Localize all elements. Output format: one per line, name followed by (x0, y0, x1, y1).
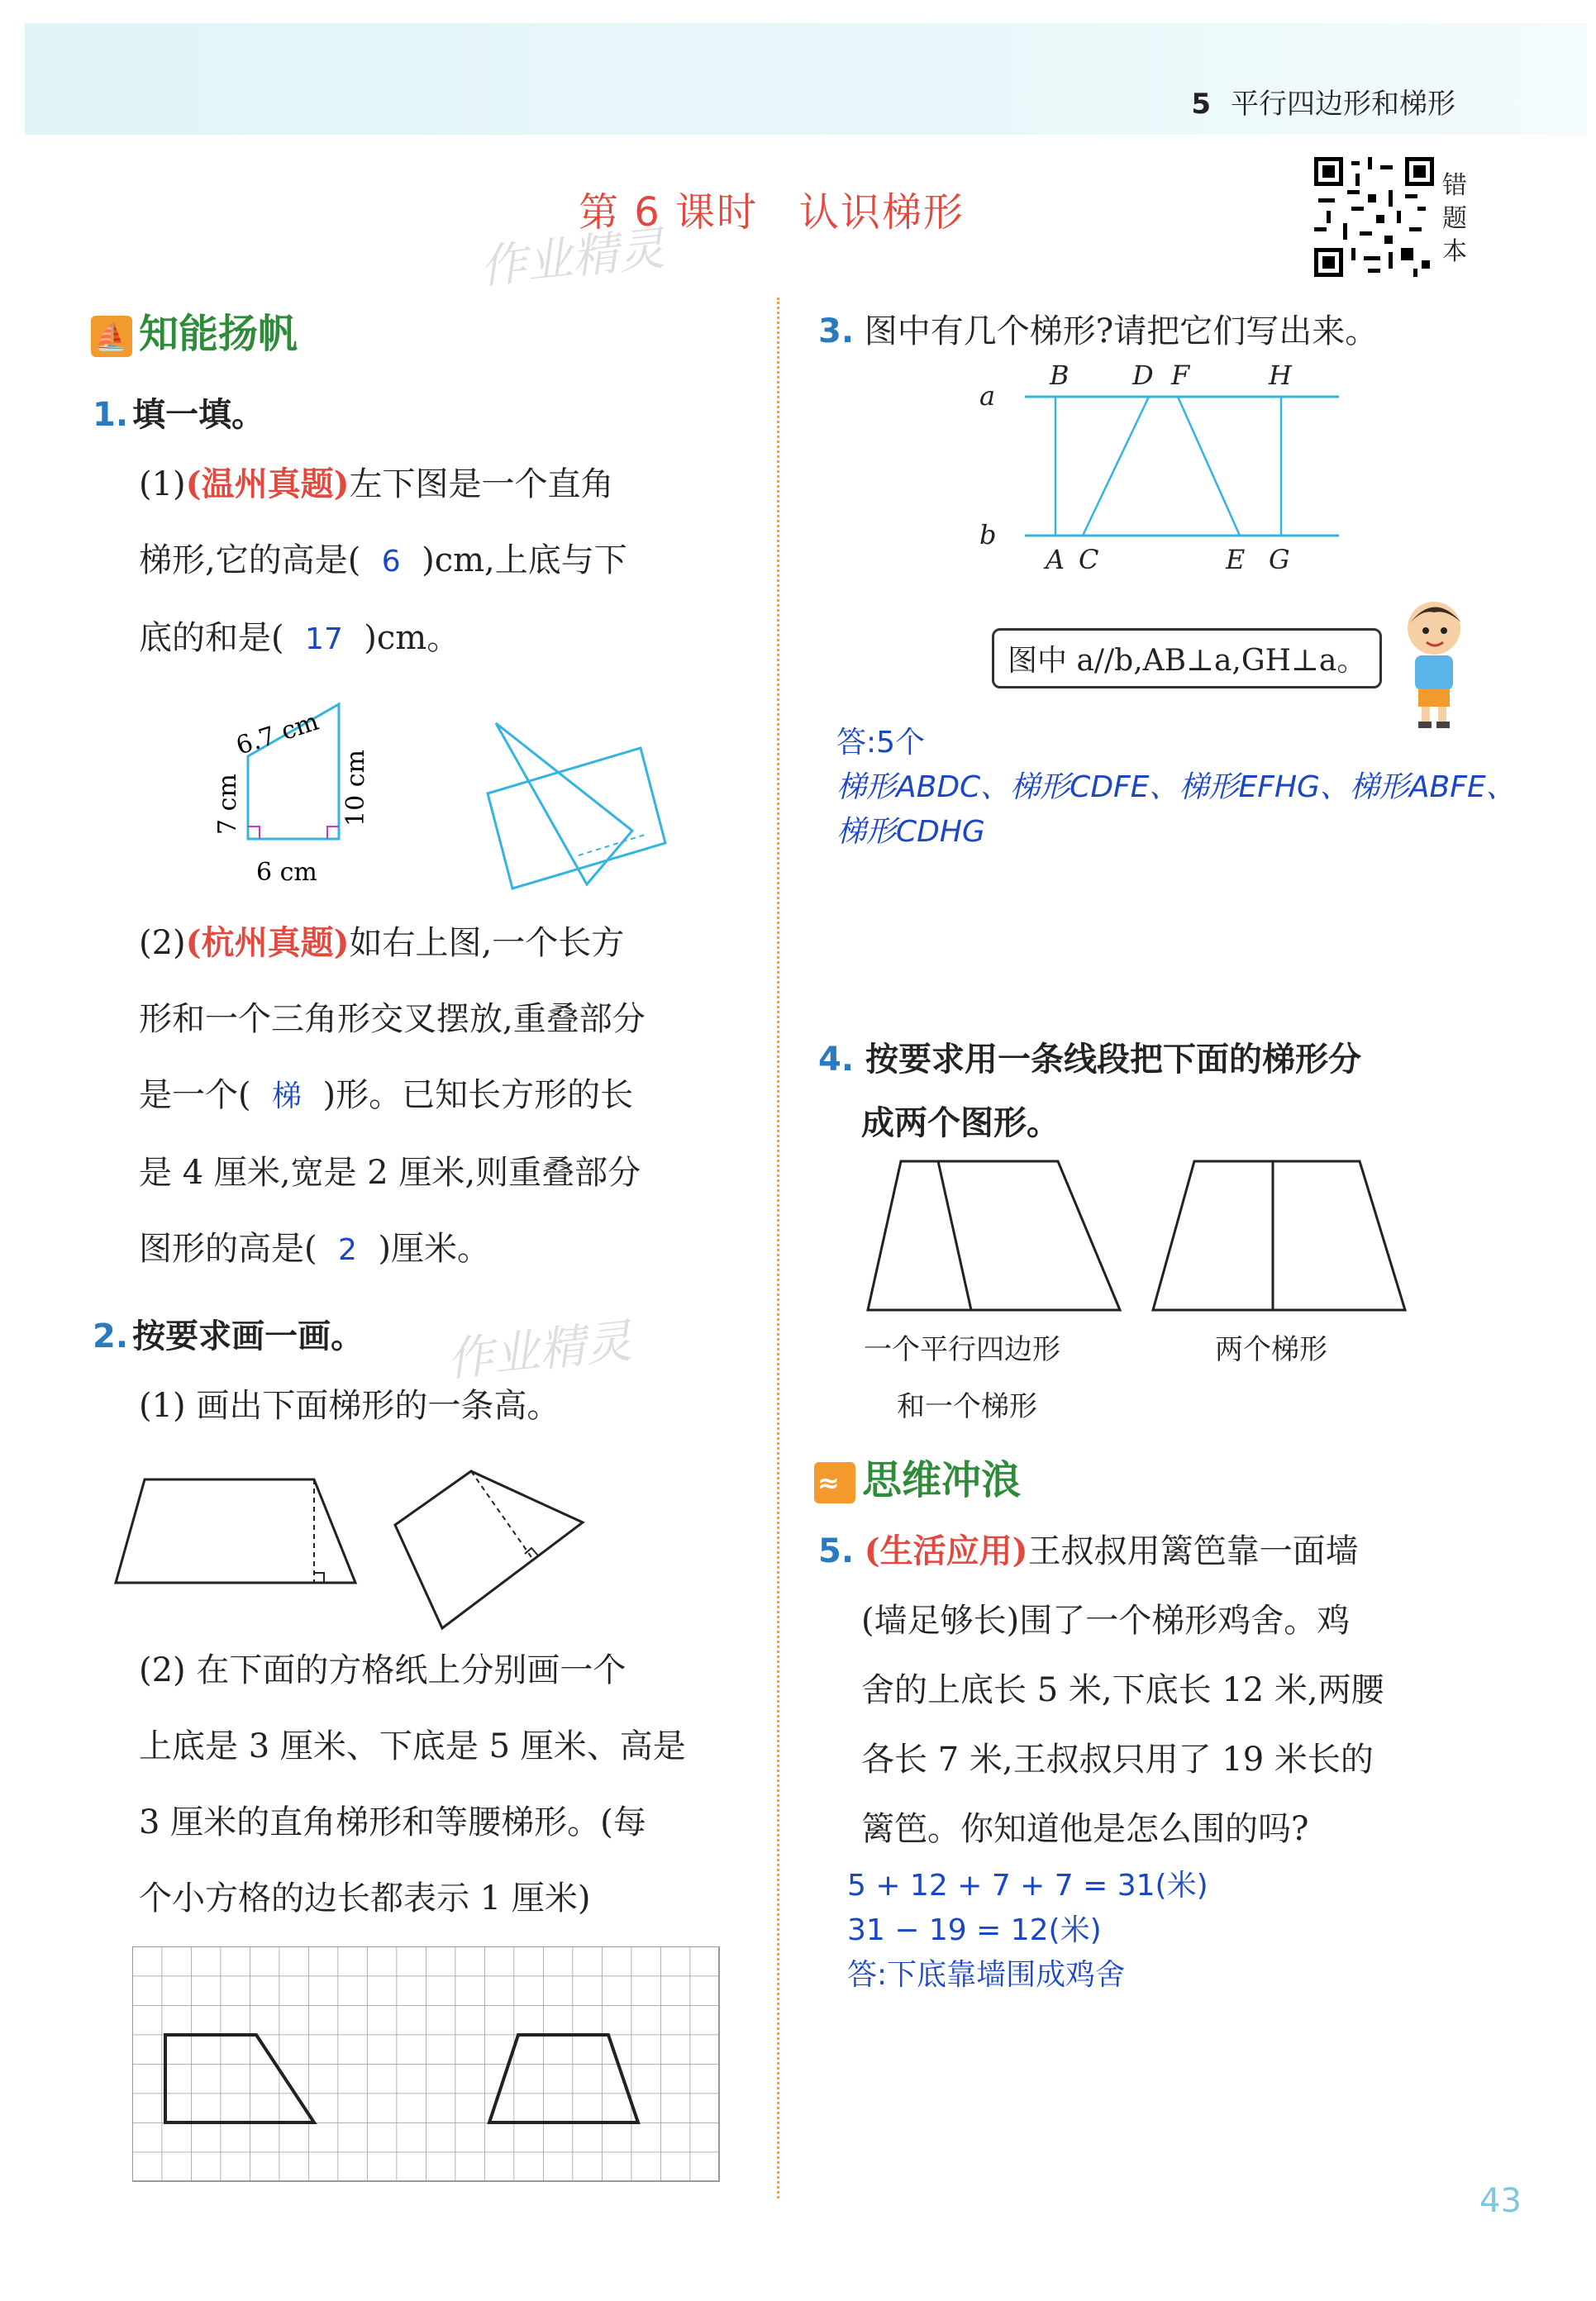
q2-trapezoid-1 (107, 1467, 364, 1599)
q1-heading (93, 388, 264, 436)
svg-text:G: G (1269, 544, 1290, 575)
q1-part1-tag: (温州真题) (185, 464, 350, 503)
svg-text:b: b (979, 519, 997, 550)
q4-caption-1: 一个平行四边形 和一个梯形 (864, 1333, 1060, 1423)
svg-text:A: A (1046, 544, 1065, 575)
label-left: 7 cm (213, 774, 242, 835)
label-slant: 6.7 cm (232, 707, 322, 761)
q2-title: 按要求画一画。 (132, 1317, 364, 1355)
chapter-number: 5 (1191, 88, 1211, 121)
parallel-lines-figure (975, 355, 1355, 579)
grid-paper[interactable] (132, 1946, 736, 2182)
q1-title: 填一填。 (132, 396, 265, 434)
q5-answer: 5 + 12 + 7 + 7 = 31(米) 31 − 19 = 12(米) 答:下底靠墙围成鸡舍 (847, 1869, 1208, 1992)
svg-text:D: D (1132, 360, 1154, 391)
chapter-title: 平行四边形和梯形 (1231, 88, 1455, 121)
rect-triangle-figure (479, 719, 678, 893)
q1-part1: (1)(温州真题)左下图是一个直角 梯形,它的高是( 6 )cm,上底与下 底的和是( 17 )cm。 (139, 464, 627, 657)
q5-tag: (生活应用) (864, 1532, 1028, 1570)
q4-trapezoid-1 (860, 1157, 1132, 1318)
chapter-heading (1191, 81, 1455, 121)
svg-text:B: B (1050, 360, 1070, 391)
q5-text: 5. (生活应用)王叔叔用篱笆靠一面墙 (墙足够长)围了一个梯形鸡舍。鸡 舍的上底长 5 米,下底长 12 米,两腰 各长 7 米,王叔叔只用了 19 米长的 篱笆。你知道他是怎么围的吗? (818, 1532, 1384, 1848)
section-title-right: ≈ 思维冲浪 (814, 1448, 1021, 1505)
svg-text:E: E (1226, 544, 1246, 575)
qr-code-icon[interactable] (1314, 157, 1434, 277)
q1-number: 1. (93, 396, 129, 434)
qr-label: 错题本 (1442, 171, 1467, 266)
q2-trapezoid-2 (388, 1463, 595, 1636)
page-number: 43 (1479, 2182, 1522, 2220)
section-title-left: ⛵ 知能扬帆 (91, 302, 298, 359)
q1-answer-sum: 17 (305, 622, 343, 656)
watermark-2: 作业精灵 (444, 1314, 635, 1388)
watermark: 作业精灵 (477, 222, 668, 295)
section-badge-icon: ⛵ (91, 316, 132, 357)
q3-text: 图中有几个梯形?请把它们写出来。 (864, 312, 1379, 350)
section-wave-icon: ≈ (814, 1462, 855, 1503)
q4-caption-2: 两个梯形 (1215, 1333, 1327, 1366)
q2-number: 2. (93, 1317, 129, 1355)
q2-part2: (2) 在下面的方格纸上分别画一个 上底是 3 厘米、下底是 5 厘米、高是 3 厘米的直角梯形和等腰梯形。(每 个小方格的边长都表示 1 厘米) (139, 1651, 686, 1918)
q2-part1: (1) 画出下面梯形的一条高。 (139, 1387, 560, 1425)
q3-number: 3. (818, 312, 855, 350)
q5-number: 5. (818, 1532, 855, 1570)
hint-callout: 图中 a//b,AB⊥a,GH⊥a。 (992, 628, 1382, 688)
q2-heading (93, 1310, 364, 1357)
right-trapezoid-figure (198, 678, 413, 893)
svg-text:F: F (1171, 360, 1190, 391)
q4-number: 4. (818, 1041, 855, 1079)
q1-part2-tag: (杭州真题) (185, 923, 350, 962)
svg-text:C: C (1079, 544, 1099, 575)
label-right: 10 cm (341, 750, 370, 827)
q4-heading: 4. 按要求用一条线段把下面的梯形分 成两个图形。 (818, 1041, 1361, 1142)
lesson-title: 第 6 课时 认识梯形 (579, 189, 965, 236)
q1-answer-shape: 梯 (272, 1079, 303, 1113)
q1-part2: (2)(杭州真题)如右上图,一个长方 形和一个三角形交叉摆放,重叠部分 是一个( 梯 )形。已知长方形的长 是 4 厘米,宽是 2 厘米,则重叠部分 图形的高是( 2 )厘米。 (139, 923, 646, 1268)
q1-answer-overlap-height: 2 (338, 1233, 357, 1267)
svg-text:H: H (1269, 360, 1292, 391)
q4-trapezoid-2 (1149, 1157, 1413, 1318)
column-divider (777, 298, 779, 2199)
q1-answer-height: 6 (381, 545, 401, 579)
q3-answer: 答:5个 梯形ABDC、梯形CDFE、梯形EFHG、梯形ABFE、 梯形CDHG (836, 726, 1516, 849)
svg-text:a: a (979, 380, 996, 412)
label-bottom: 6 cm (256, 858, 317, 887)
cartoon-boy-icon (1389, 591, 1479, 731)
